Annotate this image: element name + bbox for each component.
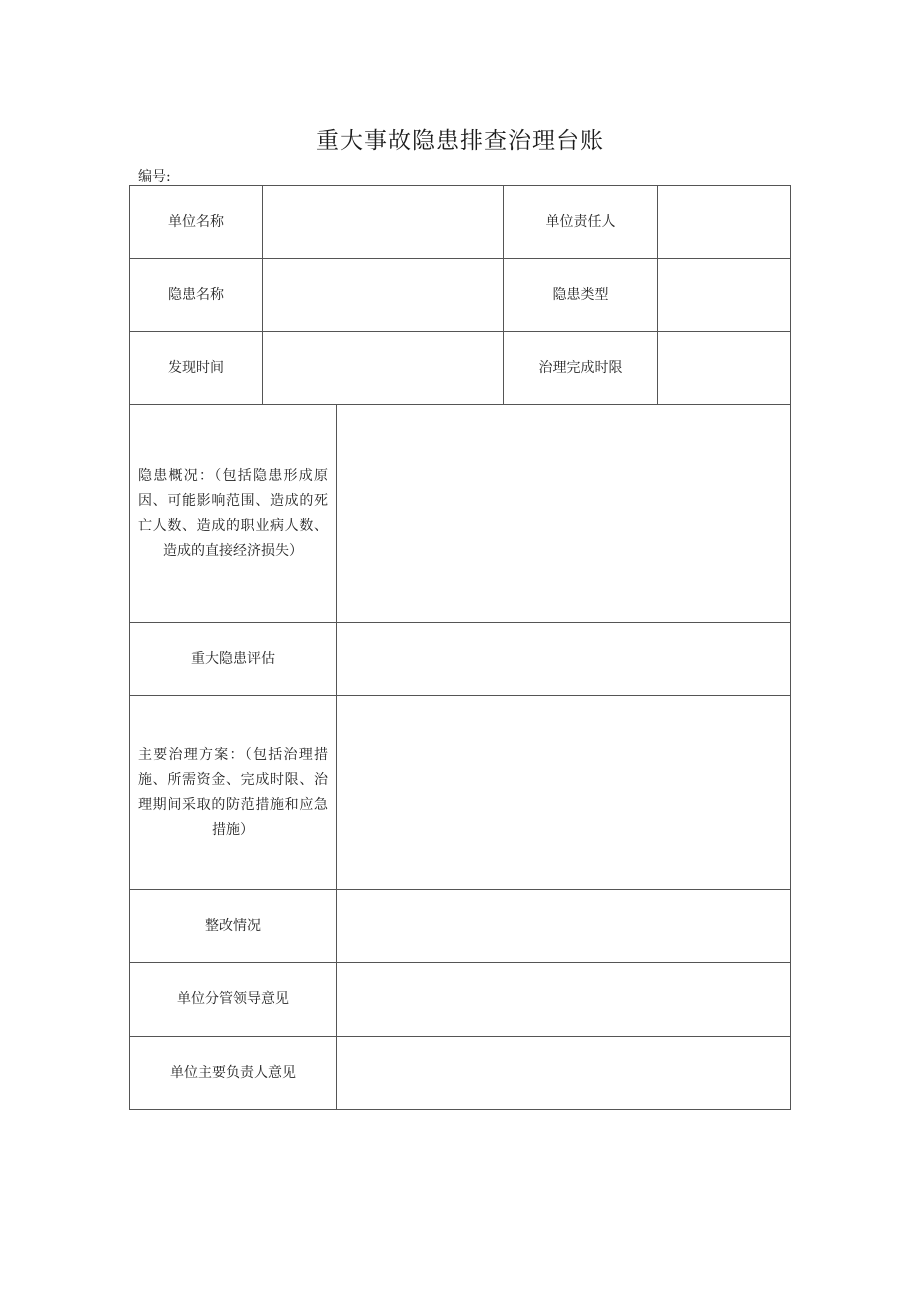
table-row: [130, 332, 791, 405]
main-remediation-plan-label: 主要治理方案：（包括治理措施、所需资金、完成时限、治理期间采取的防范措施和应急措施）: [130, 696, 337, 890]
rectification-status-field[interactable]: [337, 890, 791, 963]
hazard-type-label: 隐患类型: [504, 259, 658, 332]
unit-responsible-person-label: 单位责任人: [504, 186, 658, 259]
main-remediation-plan-field[interactable]: [337, 696, 791, 890]
hazard-ledger-table: [129, 185, 791, 1110]
supervising-leader-opinion-label: 单位分管领导意见: [130, 963, 337, 1037]
discovery-time-label: 发现时间: [130, 332, 263, 405]
hazard-overview-field[interactable]: [337, 405, 791, 623]
table-row: [130, 963, 791, 1037]
unit-name-label: 单位名称: [130, 186, 263, 259]
rectification-status-label: 整改情况: [130, 890, 337, 963]
form-number-label: 编号:: [138, 169, 171, 185]
hazard-name-field[interactable]: [263, 259, 504, 332]
page-title: 重大事故隐患排查治理台账: [316, 128, 604, 154]
hazard-overview-label: 隐患概况：（包括隐患形成原因、可能影响范围、造成的死亡人数、造成的职业病人数、造成的直接经济损失）: [130, 405, 337, 623]
unit-name-field[interactable]: [263, 186, 504, 259]
table-row: [130, 259, 791, 332]
table-row: [130, 623, 791, 696]
table-row: [130, 696, 791, 890]
major-hazard-assessment-field[interactable]: [337, 623, 791, 696]
hazard-name-label: 隐患名称: [130, 259, 263, 332]
supervising-leader-opinion-field[interactable]: [337, 963, 791, 1037]
rectification-deadline-label: 治理完成时限: [504, 332, 658, 405]
unit-responsible-person-field[interactable]: [658, 186, 791, 259]
table-row: [130, 186, 791, 259]
principal-responsible-opinion-field[interactable]: [337, 1037, 791, 1110]
rectification-deadline-field[interactable]: [658, 332, 791, 405]
table-row: [130, 890, 791, 963]
principal-responsible-opinion-label: 单位主要负责人意见: [130, 1037, 337, 1110]
major-hazard-assessment-label: 重大隐患评估: [130, 623, 337, 696]
hazard-type-field[interactable]: [658, 259, 791, 332]
table-row: [130, 1037, 791, 1110]
table-row: [130, 405, 791, 623]
discovery-time-field[interactable]: [263, 332, 504, 405]
